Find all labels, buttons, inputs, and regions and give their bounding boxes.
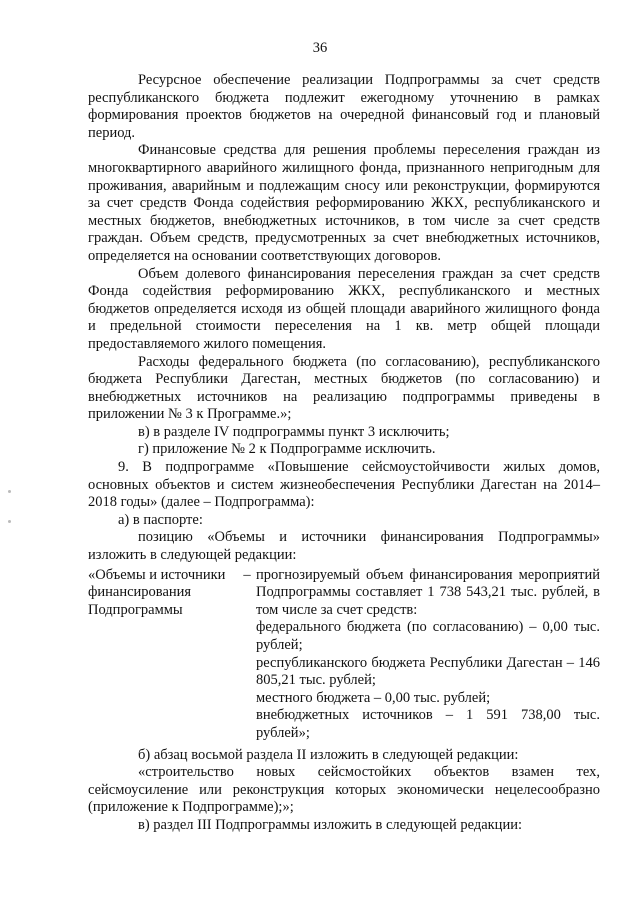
paragraph: в) в разделе IV подпрограммы пункт 3 исключить; — [138, 423, 450, 440]
table-line: прогнозируемый объем финансирования мероприятий Подпрограммы составляет 1 738 543,21 тыс. рублей, в том числе за счет средств: — [256, 566, 600, 618]
paragraph: «строительство новых сейсмостойких объектов взамен тех, сейсмоусиление или реконструкция которых экономически нецелесообразно (приложение к Подпрограмме);»; — [88, 764, 600, 816]
page-number: 36 — [312, 40, 328, 56]
table-line: местного бюджета – 0,00 тыс. рублей; — [256, 689, 491, 706]
passport-table — [88, 567, 600, 747]
paragraph: г) приложение № 2 к Подпрограмме исключить. — [138, 441, 436, 458]
paragraph: 9. В подпрограмме «Повышение сейсмоустойчивости жилых домов, основных объектов и систем жизнеобеспечения Республики Дагестан на 2014–2018 годы» (далее – Подпрограмма): — [88, 459, 600, 511]
body-text — [88, 72, 600, 835]
table-dash: – — [243, 566, 251, 583]
paragraph: б) абзац восьмой раздела II изложить в следующей редакции: — [138, 746, 519, 763]
table-value — [256, 567, 600, 743]
table-line: федерального бюджета (по согласованию) – 0,00 тыс. рублей; — [256, 619, 600, 653]
paragraph: Объем долевого финансирования переселения граждан за счет средств Фонда содействия реформированию ЖКХ, республиканского и местных бюджетов определяется исходя из общей площади аварийного жилищного фонда и предельной стоимости переселения на 1 кв. метр общей площади предоставляемого жилого помещения. — [88, 265, 600, 352]
paragraph: в) раздел III Подпрограммы изложить в следующей редакции: — [138, 817, 522, 833]
paragraph: Ресурсное обеспечение реализации Подпрограммы за счет средств республиканского бюджета подлежит ежегодному уточнению в рамках формирования проектов бюджетов на очередной финансовый год и плановый период. — [88, 72, 600, 141]
margin-mark — [8, 490, 11, 493]
paragraph: Финансовые средства для решения проблемы переселения граждан из многоквартирного аварийного жилищного фонда, признанного непригодным для проживания, аварийным и подлежащим сносу или реконструкции, формируются за счет средств Фонда содействия реформированию ЖКХ, республиканского и местных бюджетов, внебюджетных источников, в том числе за счет средств граждан. Объем средств, предусмотренных за счет внебюджетных источников, определяется на основании соответствующих договоров. — [88, 142, 600, 264]
table-label: «Объемы и источники финансирования Подпрограммы — [88, 566, 226, 618]
paragraph: Расходы федерального бюджета (по согласованию), республиканского бюджета Республики Дагестан, местных бюджетов (по согласованию) и внебюджетных источников на реализацию подпрограммы приведены в приложении № 3 к Программе.»; — [88, 353, 600, 423]
margin-mark — [8, 520, 11, 523]
paragraph: а) в паспорте: — [118, 511, 203, 528]
table-line: внебюджетных источников – 1 591 738,00 тыс. рублей»; — [256, 707, 600, 741]
table-line: республиканского бюджета Республики Дагестан – 146 805,21 тыс. рублей; — [256, 654, 600, 689]
paragraph: позицию «Объемы и источники финансирования Подпрограммы» изложить в следующей редакции: — [88, 529, 600, 564]
